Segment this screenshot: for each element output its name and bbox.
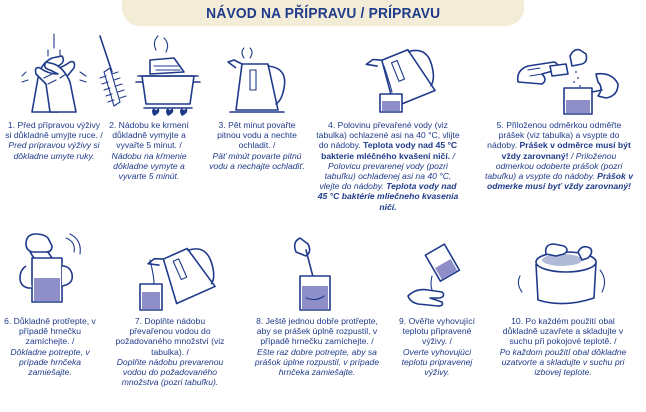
step-6-text <box>4 316 96 377</box>
step-4-sk2: Teplota vody nad 45 °C baktérie mliečneho kvasenia ničí. <box>317 181 459 212</box>
kettle-pour-icon <box>370 38 466 114</box>
step-2-text <box>102 120 196 181</box>
shake-cup-icon <box>18 232 84 308</box>
step-4-cz1: 4. Polovinu převařené vody (viz tabulka) ochlazené asi na 40 °C, vlijte do nádoby. <box>316 120 460 151</box>
step-7-cz: 7. Doplňte nádobu převařenou vodou do požadovaného množství (viz tabulka). / <box>115 316 225 357</box>
closed-can-icon <box>516 240 616 310</box>
step-8-text <box>252 316 382 377</box>
kettle-icon <box>222 52 298 114</box>
step-5-cz1: 5. Přiloženou odměrkou odměřte prášek (viz tabulka) a vsypte do nádoby. <box>487 120 622 151</box>
step-6-cz: 6. Důkladně protřepte, v případě hrnečku zamíchejte. / <box>4 316 96 347</box>
step-3-sk: Päť minút povarte pitnú vodu a nechajte ochladiť. <box>209 150 305 171</box>
step-5-text <box>484 120 634 191</box>
hand-wash-icon <box>18 34 90 116</box>
step-2-cz: 2. Nádobu ke krmení důkladně vymyjte a vyvařte 5 minut. / <box>109 120 189 151</box>
check-temperature-icon <box>402 244 468 310</box>
step-9-text <box>392 316 482 377</box>
step-8-sk: Ešte raz dobre potrepte, aby sa prášok úplne rozpustil, v prípade hrnčeka zamiešajte. <box>254 346 380 378</box>
step-7-sk: Doplňte nádobu prevarenou vodou do požadovaného množstva (pozri tabuľku). <box>116 356 224 388</box>
kettle-pour-icon-2 <box>132 236 240 312</box>
step-1-text <box>4 120 104 161</box>
step-4-text <box>316 120 460 212</box>
step-5-sk2: Prášok v odmerke musí byť vždy zarovnaný! <box>486 171 633 192</box>
step-6-sk: Dôkladne potrepte, v prípade hrnčeka zamiešajte. <box>10 346 90 378</box>
stir-cup-icon <box>290 236 338 312</box>
step-9-sk: Overte vyhovujúci teplotu pripravenej výživy. <box>401 346 473 378</box>
brush-and-pot-icon <box>94 32 204 118</box>
header-banner <box>122 0 524 26</box>
step-3-cz: 3. Pět minut povařte pitnou vodu a nechte ochladit. / <box>217 120 297 151</box>
step-10-cz: 10. Po každém použití obal důkladně uzavřete a skladujte v suchu při pokojové teplotě. / <box>502 316 624 347</box>
step-10-sk: Po každom použití obal dôkladne uzatvorte a skladujte v suchu pri izbovej teplote. <box>499 346 627 378</box>
step-3-text <box>208 120 306 171</box>
step-8-cz: 8. Ještě jednou dobře protřepte, aby se prášek úplně rozpustil, v případě hrnečku zamíchejte. / <box>256 316 378 347</box>
step-5-cz2: Prášek v odměrce musí být vždy zarovnaný! <box>501 140 631 161</box>
step-5-sk1: / Priloženou odmerkou odoberte prášok (pozri tabuľku) a vsypte do nádoby. <box>485 150 623 182</box>
step-7-text <box>112 316 228 387</box>
step-2-sk: Nádobu na kŕmenie dôkladne vymyte a vyvarte 5 minút. <box>111 150 187 182</box>
step-10-text <box>494 316 632 377</box>
step-4-sk1: / Polovicu prevarenej vody (pozri tabuľku) ochladenej asi na 40 °C, vlejte do nádoby. <box>319 150 455 192</box>
step-1-cz: 1. Před přípravou výživy si důkladně umyjte ruce. / <box>5 120 103 141</box>
scoop-powder-icon <box>514 44 622 116</box>
step-1-sk: Pred prípravou výživy si dôkladne umyte ruky. <box>8 140 100 161</box>
step-4-cz2: Teplota vody nad 45 °C bakterie mléčného kvašení ničí. <box>321 140 458 161</box>
step-9-cz: 9. Ověřte vyhovující teplotu připravené výživy. / <box>399 316 475 347</box>
page-title: NÁVOD NA PŘÍPRAVU / PRÍPRAVU <box>205 4 441 22</box>
